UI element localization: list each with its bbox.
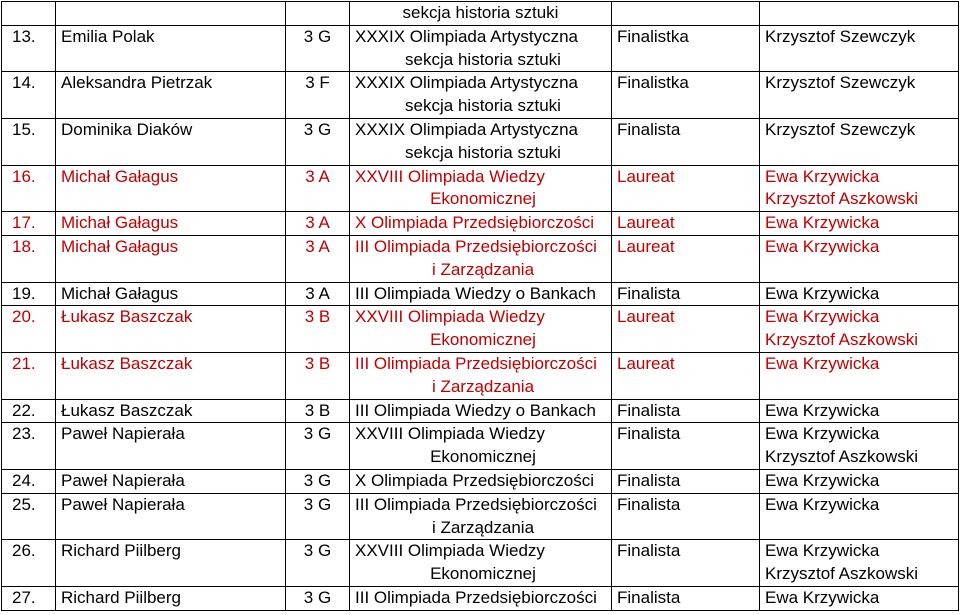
cell-result	[612, 469, 760, 493]
student-name: Aleksandra Pietrzak	[61, 73, 213, 93]
result-label: Finalista	[617, 587, 681, 607]
cell-nr	[2, 540, 56, 587]
student-name: Michał Gałagus	[61, 166, 179, 186]
tutor-name: Krzysztof Aszkowski	[765, 330, 919, 350]
tutor-name: Ewa Krzywicka	[765, 424, 880, 444]
cell-tutor	[760, 72, 959, 119]
tutor-name: Ewa Krzywicka	[765, 213, 880, 233]
class-label: 3 G	[303, 26, 332, 46]
cell-name	[56, 306, 286, 353]
class-label: 3 A	[305, 236, 330, 256]
cell-event	[350, 282, 612, 306]
table-row	[2, 25, 959, 72]
cell-tutor	[760, 282, 959, 306]
tutor-name: Ewa Krzywicka	[765, 400, 880, 420]
cell-tutor	[760, 423, 959, 470]
student-name: Michał Gałagus	[61, 213, 179, 233]
cell-nr	[2, 352, 56, 399]
cell-result	[612, 586, 760, 610]
cell-tutor	[760, 235, 959, 282]
result-label: Finalistka	[617, 26, 689, 46]
result-label: Finalista	[617, 400, 681, 420]
cell-nr	[2, 493, 56, 540]
class-label: 3 G	[303, 494, 332, 514]
cell-nr	[2, 212, 56, 236]
class-label: 3 G	[303, 119, 332, 139]
table-row	[2, 118, 959, 165]
cell-tutor	[760, 118, 959, 165]
result-label: Laureat	[617, 166, 675, 186]
table-row	[2, 235, 959, 282]
tutor-name: Ewa Krzywicka	[765, 470, 880, 490]
cell-tutor	[760, 493, 959, 540]
cell-event	[350, 25, 612, 72]
row-number: 21.	[12, 353, 36, 373]
cell-nr	[2, 423, 56, 470]
table-row	[2, 282, 959, 306]
tutor-name: Ewa Krzywicka	[765, 353, 880, 373]
result-label: Laureat	[617, 236, 675, 256]
cell-nr	[2, 306, 56, 353]
cell-nr	[2, 469, 56, 493]
table-row-fragment	[2, 2, 959, 26]
event-line: XXVIII Olimpiada Wiedzy	[355, 307, 545, 327]
cell-class	[286, 469, 350, 493]
table-row	[2, 586, 959, 610]
cell-event	[350, 352, 612, 399]
tutor-name: Krzysztof Aszkowski	[765, 447, 919, 467]
event-line: sekcja historia sztuki	[405, 142, 561, 162]
row-number: 16.	[12, 166, 36, 186]
event-line: Ekonomicznej	[430, 330, 536, 350]
tutor-name: Ewa Krzywicka	[765, 587, 880, 607]
cell-result	[612, 25, 760, 72]
event-line: sekcja historia sztuki	[405, 49, 561, 69]
event-line: i Zarządzania	[431, 259, 535, 279]
cell-tutor	[760, 212, 959, 236]
cell-event	[350, 212, 612, 236]
row-number: 14.	[12, 73, 36, 93]
class-label: 3 G	[303, 424, 332, 444]
cell-nr	[2, 72, 56, 119]
cell-name	[56, 540, 286, 587]
event-line: sekcja historia sztuki	[402, 3, 559, 22]
row-number: 13.	[12, 26, 36, 46]
event-line: III Olimpiada Wiedzy o Bankach	[355, 283, 596, 303]
cell-nr	[2, 118, 56, 165]
cell-tutor	[760, 399, 959, 423]
cell-nr	[2, 25, 56, 72]
student-name: Paweł Napierała	[61, 424, 185, 444]
row-number: 27.	[12, 587, 36, 607]
cell-name	[56, 165, 286, 212]
cell-nr	[2, 165, 56, 212]
cell-result	[612, 282, 760, 306]
result-label: Finalista	[617, 283, 681, 303]
cell-name	[56, 399, 286, 423]
tutor-name: Ewa Krzywicka	[765, 307, 880, 327]
cell-result	[612, 423, 760, 470]
event-line: III Olimpiada Przedsiębiorczości	[355, 236, 597, 256]
cell-result	[612, 165, 760, 212]
row-number: 15.	[12, 119, 36, 139]
event-line: XXXIX Olimpiada Artystyczna	[355, 73, 578, 93]
row-number: 24.	[12, 470, 36, 490]
cell-result	[612, 118, 760, 165]
row-number: 23.	[12, 424, 36, 444]
event-line: X Olimpiada Przedsiębiorczości	[355, 213, 595, 233]
class-label: 3 G	[303, 470, 332, 490]
row-number: 20.	[12, 307, 36, 327]
student-name: Łukasz Baszczak	[61, 353, 193, 373]
student-name: Emilia Polak	[61, 26, 155, 46]
event-line: Ekonomicznej	[430, 189, 536, 209]
cell-tutor	[760, 306, 959, 353]
event-line: XXVIII Olimpiada Wiedzy	[355, 166, 545, 186]
cell-class	[286, 352, 350, 399]
tutor-name: Ewa Krzywicka	[765, 494, 880, 514]
cell-name	[56, 423, 286, 470]
student-name: Richard Piilberg	[61, 541, 181, 561]
event-line: Ekonomicznej	[430, 447, 536, 467]
cell-event	[350, 165, 612, 212]
table-row	[2, 469, 959, 493]
class-label: 3 B	[304, 307, 331, 327]
cell-class	[286, 540, 350, 587]
class-label: 3 F	[305, 73, 330, 93]
event-line: III Olimpiada Przedsiębiorczości	[355, 494, 597, 514]
student-name: Dominika Diaków	[61, 119, 193, 139]
cell-event	[350, 72, 612, 119]
cell-name	[56, 282, 286, 306]
row-number: 25.	[12, 494, 36, 514]
event-line: III Olimpiada Przedsiębiorczości	[355, 587, 597, 607]
cell-class	[286, 586, 350, 610]
tutor-name: Krzysztof Szewczyk	[765, 26, 916, 46]
cell-result	[612, 540, 760, 587]
cell-nr	[2, 586, 56, 610]
table-row	[2, 352, 959, 399]
cell-class	[286, 165, 350, 212]
table-row	[2, 212, 959, 236]
cell-nr	[2, 2, 56, 26]
result-label: Finalista	[617, 424, 681, 444]
cell-class	[286, 25, 350, 72]
event-line: sekcja historia sztuki	[405, 96, 561, 116]
table-row	[2, 165, 959, 212]
cell-nr	[2, 399, 56, 423]
event-line: XXVIII Olimpiada Wiedzy	[355, 424, 545, 444]
cell-result	[612, 212, 760, 236]
cell-name	[56, 586, 286, 610]
row-number: 19.	[12, 283, 36, 303]
cell-event	[350, 399, 612, 423]
table-row	[2, 399, 959, 423]
cell-nr	[2, 282, 56, 306]
class-label: 3 G	[303, 541, 332, 561]
row-number: 26.	[12, 541, 36, 561]
student-name: Paweł Napierała	[61, 470, 185, 490]
cell-name	[56, 25, 286, 72]
table-row	[2, 306, 959, 353]
cell-tutor	[760, 586, 959, 610]
result-label: Laureat	[617, 213, 675, 233]
cell-class	[286, 212, 350, 236]
cell-name	[56, 212, 286, 236]
cell-class	[286, 72, 350, 119]
table-row	[2, 493, 959, 540]
cell-event	[350, 306, 612, 353]
cell-event	[350, 423, 612, 470]
cell-class	[286, 306, 350, 353]
student-name: Łukasz Baszczak	[61, 307, 193, 327]
tutor-name: Ewa Krzywicka	[765, 541, 880, 561]
tutor-name: Ewa Krzywicka	[765, 236, 880, 256]
row-number: 18.	[12, 236, 36, 256]
cell-name	[56, 2, 286, 26]
cell-result	[612, 352, 760, 399]
cell-tutor	[760, 165, 959, 212]
student-name: Łukasz Baszczak	[61, 400, 193, 420]
results-table	[1, 1, 959, 611]
event-line: X Olimpiada Przedsiębiorczości	[355, 470, 595, 490]
result-label: Finalista	[617, 119, 681, 139]
cell-tutor	[760, 540, 959, 587]
tutor-name: Krzysztof Aszkowski	[765, 564, 919, 584]
tutor-name: Ewa Krzywicka	[765, 166, 880, 186]
cell-class	[286, 2, 350, 26]
table-row	[2, 423, 959, 470]
class-label: 3 A	[305, 166, 330, 186]
cell-nr	[2, 235, 56, 282]
class-label: 3 A	[305, 213, 330, 233]
student-name: Paweł Napierała	[61, 494, 185, 514]
row-number: 22.	[12, 400, 36, 420]
cell-result	[612, 399, 760, 423]
cell-tutor	[760, 25, 959, 72]
event-line: Ekonomicznej	[430, 564, 536, 584]
results-table-body	[2, 2, 959, 611]
tutor-name: Krzysztof Aszkowski	[765, 189, 919, 209]
cell-event	[350, 469, 612, 493]
cell-event	[350, 586, 612, 610]
cell-result	[612, 72, 760, 119]
result-label: Finalista	[617, 541, 681, 561]
cell-class	[286, 423, 350, 470]
cell-class	[286, 399, 350, 423]
event-line: i Zarządzania	[431, 517, 535, 537]
cell-result	[612, 2, 760, 26]
event-line: III Olimpiada Przedsiębiorczości	[355, 353, 597, 373]
cell-class	[286, 118, 350, 165]
result-label: Finalista	[617, 494, 681, 514]
event-line: i Zarządzania	[431, 376, 535, 396]
cell-tutor	[760, 352, 959, 399]
cell-event	[350, 540, 612, 587]
cell-name	[56, 493, 286, 540]
cell-tutor	[760, 469, 959, 493]
tutor-name: Krzysztof Szewczyk	[765, 73, 916, 93]
class-label: 3 B	[304, 353, 331, 373]
cell-name	[56, 72, 286, 119]
cell-result	[612, 493, 760, 540]
cell-class	[286, 235, 350, 282]
event-line: XXVIII Olimpiada Wiedzy	[355, 541, 545, 561]
cell-result	[612, 306, 760, 353]
class-label: 3 G	[303, 587, 332, 607]
class-label: 3 B	[304, 400, 331, 420]
tutor-name: Krzysztof Szewczyk	[765, 119, 916, 139]
cell-event	[350, 493, 612, 540]
event-line: XXXIX Olimpiada Artystyczna	[355, 119, 578, 139]
cell-event	[350, 235, 612, 282]
cell-name	[56, 352, 286, 399]
student-name: Richard Piilberg	[61, 587, 181, 607]
tutor-name: Ewa Krzywicka	[765, 283, 880, 303]
table-row	[2, 72, 959, 119]
result-label: Laureat	[617, 307, 675, 327]
cell-event	[350, 118, 612, 165]
cell-tutor	[760, 2, 959, 26]
cell-name	[56, 235, 286, 282]
cell-event	[350, 2, 612, 26]
cell-result	[612, 235, 760, 282]
cell-class	[286, 282, 350, 306]
class-label: 3 A	[305, 283, 330, 303]
event-line: XXXIX Olimpiada Artystyczna	[355, 26, 578, 46]
result-label: Finalista	[617, 470, 681, 490]
student-name: Michał Gałagus	[61, 283, 179, 303]
cell-class	[286, 493, 350, 540]
table-row	[2, 540, 959, 587]
result-label: Finalistka	[617, 73, 689, 93]
result-label: Laureat	[617, 353, 675, 373]
cell-name	[56, 118, 286, 165]
row-number: 17.	[12, 213, 36, 233]
student-name: Michał Gałagus	[61, 236, 179, 256]
cell-name	[56, 469, 286, 493]
event-line: III Olimpiada Wiedzy o Bankach	[355, 400, 596, 420]
